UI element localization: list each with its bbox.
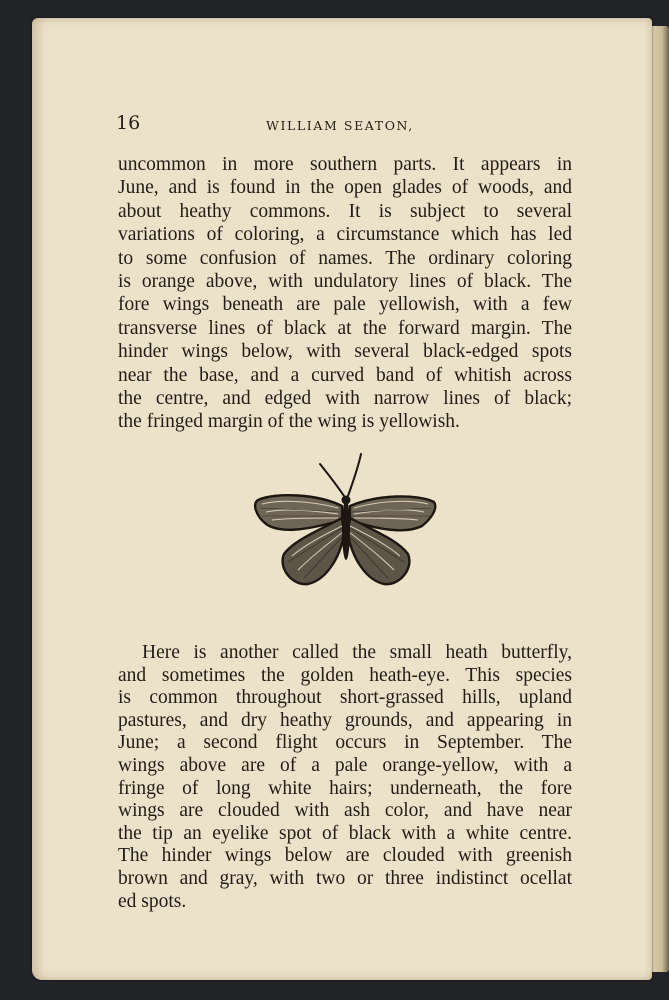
text-line: fringe of long white hairs; underneath, the fore [118, 777, 572, 799]
text-line: the fringed margin of the wing is yellowish. [118, 411, 460, 433]
text-line: June, and is found in the open glades of woods, and [118, 177, 572, 199]
text-line: fore wings beneath are pale yellowish, with a few [118, 294, 572, 316]
text-line: hinder wings below, with several black-edged spots [118, 341, 572, 363]
text-line: is common throughout short-grassed hills, upland [118, 687, 572, 709]
butterfly-engraving [248, 448, 444, 598]
paragraph-1 [118, 153, 572, 434]
text-line: ed spots. [118, 890, 187, 912]
text-line: about heathy commons. It is subject to several [118, 200, 572, 222]
text-line: near the base, and a curved band of whitish across [118, 364, 572, 386]
text-line: the centre, and edged with narrow lines of black; [118, 388, 572, 410]
text-line: to some confusion of names. The ordinary coloring [118, 247, 572, 269]
text-line: the tip an eyelike spot of black with a white centre. [118, 822, 572, 844]
text-line: wings are clouded with ash color, and have near [118, 800, 572, 822]
running-title: WILLIAM SEATON, [266, 118, 414, 133]
text-line: June; a second flight occurs in September. The [118, 732, 572, 754]
text-line: variations of coloring, a circumstance which has led [118, 224, 572, 246]
text-line: pastures, and dry heathy grounds, and appearing in [118, 709, 572, 731]
text-line: transverse lines of black at the forward margin. The [118, 317, 572, 339]
paragraph-2 [118, 642, 572, 913]
text-line: wings above are of a pale orange-yellow, with a [118, 754, 572, 776]
text-line: Here is another called the small heath butterfly, [142, 642, 572, 663]
page-number: 16 [116, 112, 141, 134]
page-header [116, 112, 576, 140]
text-line: brown and gray, with two or three indistinct ocellat [118, 867, 572, 889]
text-line: and sometimes the golden heath-eye. This species [118, 664, 572, 686]
text-line: uncommon in more southern parts. It appears in [118, 154, 572, 175]
text-line: is orange above, with undulatory lines of black. The [118, 271, 572, 293]
text-line: The hinder wings below are clouded with greenish [118, 845, 572, 867]
page-edge [652, 26, 669, 972]
